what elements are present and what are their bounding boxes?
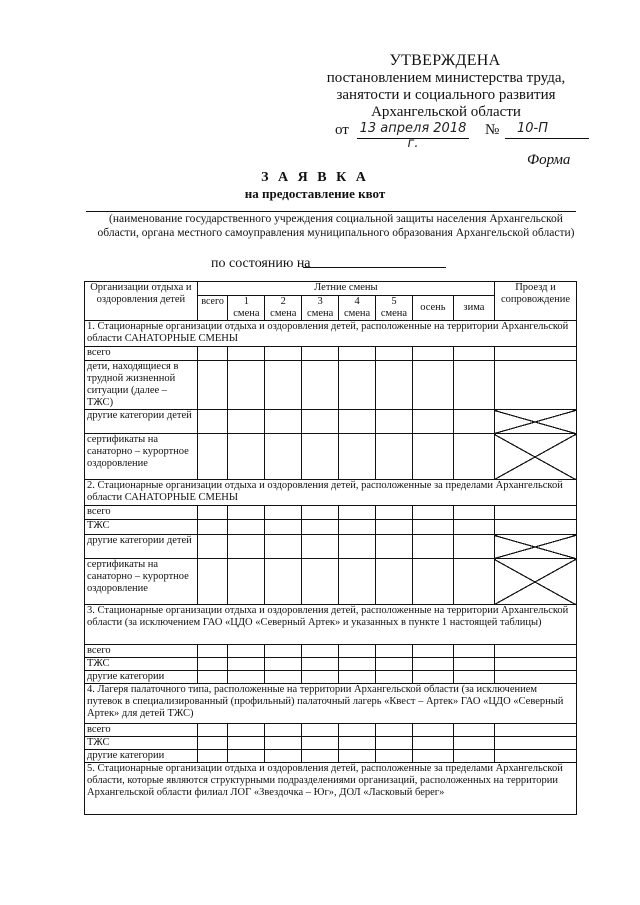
- row-label: всего: [85, 724, 198, 737]
- value-cell[interactable]: [376, 658, 413, 671]
- value-cell[interactable]: [339, 671, 376, 684]
- row-label: ТЖС: [85, 658, 198, 671]
- value-cell[interactable]: [197, 434, 228, 480]
- value-cell[interactable]: [302, 645, 339, 658]
- value-cell[interactable]: [228, 658, 265, 671]
- value-cell[interactable]: [228, 559, 265, 605]
- value-cell[interactable]: [376, 671, 413, 684]
- table-row: [85, 410, 577, 434]
- travel-cell[interactable]: [494, 750, 576, 763]
- value-cell[interactable]: [228, 506, 265, 520]
- value-cell[interactable]: [302, 361, 339, 410]
- value-cell[interactable]: [412, 645, 453, 658]
- table-row: [85, 750, 577, 763]
- document-title: З А Я В К А: [261, 170, 369, 185]
- value-cell[interactable]: [376, 559, 413, 605]
- value-cell[interactable]: [302, 658, 339, 671]
- approval-line-1: постановлением министерства труда,: [326, 70, 566, 86]
- section-title: 3. Стационарные организации отдыха и оздоровления детей, расположенные на территории Архангельской области (за исключением ГАО «ЦДО «Северный Артек» и указанных в пункте 1 настоящей таблицы): [85, 605, 577, 645]
- approval-title: УТВЕРЖДЕНА: [389, 52, 501, 69]
- header-winter: зима: [453, 296, 494, 321]
- value-cell[interactable]: [197, 361, 228, 410]
- table-row: [85, 506, 577, 520]
- value-cell[interactable]: [265, 658, 302, 671]
- row-label: другие категории: [85, 671, 198, 684]
- table-row: [85, 347, 577, 361]
- value-cell[interactable]: [302, 506, 339, 520]
- table-sections: [85, 321, 577, 815]
- value-cell[interactable]: [228, 347, 265, 361]
- value-cell[interactable]: [453, 361, 494, 410]
- row-label: ТЖС: [85, 520, 198, 535]
- value-cell[interactable]: [412, 658, 453, 671]
- value-cell[interactable]: [197, 535, 228, 559]
- travel-cell-crossed: [494, 535, 576, 559]
- value-cell[interactable]: [265, 361, 302, 410]
- travel-cell[interactable]: [494, 506, 576, 520]
- value-cell[interactable]: [412, 347, 453, 361]
- value-cell[interactable]: [197, 724, 228, 737]
- value-cell[interactable]: [302, 410, 339, 434]
- value-cell[interactable]: [265, 347, 302, 361]
- header-summer-shifts: Летние смены: [197, 282, 494, 296]
- value-cell[interactable]: [228, 361, 265, 410]
- value-cell[interactable]: [339, 645, 376, 658]
- table-row: [85, 724, 577, 737]
- value-cell[interactable]: [197, 671, 228, 684]
- row-label: другие категории детей: [85, 535, 198, 559]
- travel-cell[interactable]: [494, 645, 576, 658]
- value-cell[interactable]: [339, 559, 376, 605]
- value-cell[interactable]: [197, 520, 228, 535]
- table-row: [85, 658, 577, 671]
- value-cell[interactable]: [265, 535, 302, 559]
- value-cell[interactable]: [453, 506, 494, 520]
- header-shift-5: 5 смена: [376, 296, 413, 321]
- value-cell[interactable]: [197, 410, 228, 434]
- table-row: [85, 671, 577, 684]
- table-row: [85, 361, 577, 410]
- table-row: [85, 520, 577, 535]
- travel-cell[interactable]: [494, 724, 576, 737]
- value-cell[interactable]: [339, 750, 376, 763]
- value-cell[interactable]: [453, 658, 494, 671]
- row-label: ТЖС: [85, 737, 198, 750]
- value-cell[interactable]: [339, 410, 376, 434]
- value-cell[interactable]: [197, 506, 228, 520]
- value-cell[interactable]: [228, 671, 265, 684]
- value-cell[interactable]: [265, 645, 302, 658]
- value-cell[interactable]: [339, 658, 376, 671]
- row-label: сертификаты на санаторно – курортное оздоровление: [85, 434, 198, 480]
- value-cell[interactable]: [339, 737, 376, 750]
- value-cell[interactable]: [265, 737, 302, 750]
- table-row: [85, 535, 577, 559]
- value-cell[interactable]: [339, 520, 376, 535]
- value-cell[interactable]: [265, 671, 302, 684]
- value-cell[interactable]: [265, 724, 302, 737]
- travel-cell[interactable]: [494, 347, 576, 361]
- value-cell[interactable]: [228, 645, 265, 658]
- section-title: 5. Стационарные организации отдыха и оздоровления детей, расположенные за пределами Архангельской области, которые являются структурными подразделениями организаций, расположенных на территории Архангельской области филиал ЛОГ «Звездочка – Юг», ДОЛ «Ласковый берег»: [85, 763, 577, 815]
- value-cell[interactable]: [453, 671, 494, 684]
- value-cell[interactable]: [228, 410, 265, 434]
- value-cell[interactable]: [376, 361, 413, 410]
- value-cell[interactable]: [228, 520, 265, 535]
- travel-cell-crossed: [494, 434, 576, 480]
- value-cell[interactable]: [197, 347, 228, 361]
- value-cell[interactable]: [302, 434, 339, 480]
- value-cell[interactable]: [412, 410, 453, 434]
- value-cell[interactable]: [302, 559, 339, 605]
- value-cell[interactable]: [412, 737, 453, 750]
- value-cell[interactable]: [265, 506, 302, 520]
- value-cell[interactable]: [412, 535, 453, 559]
- approval-line-2: занятости и социального развития: [336, 87, 556, 103]
- value-cell[interactable]: [376, 520, 413, 535]
- value-cell[interactable]: [412, 506, 453, 520]
- value-cell[interactable]: [265, 434, 302, 480]
- value-cell[interactable]: [453, 645, 494, 658]
- travel-cell-crossed: [494, 559, 576, 605]
- value-cell[interactable]: [339, 434, 376, 480]
- value-cell[interactable]: [339, 361, 376, 410]
- header-autumn: осень: [412, 296, 453, 321]
- value-cell[interactable]: [339, 506, 376, 520]
- row-label: другие категории детей: [85, 410, 198, 434]
- value-cell[interactable]: [228, 535, 265, 559]
- value-cell[interactable]: [376, 724, 413, 737]
- form-label: Форма: [527, 152, 571, 168]
- value-cell[interactable]: [376, 535, 413, 559]
- value-cell[interactable]: [228, 434, 265, 480]
- value-cell[interactable]: [376, 347, 413, 361]
- value-cell[interactable]: [376, 737, 413, 750]
- section-title: 2. Стационарные организации отдыха и оздоровления детей, расположенные за пределами Архангельской области САНАТОРНЫЕ СМЕНЫ: [85, 480, 577, 506]
- value-cell[interactable]: [339, 724, 376, 737]
- value-cell[interactable]: [453, 724, 494, 737]
- handwritten-number: 10-П: [505, 121, 589, 139]
- header-shift-1: 1 смена: [228, 296, 265, 321]
- value-cell[interactable]: [265, 410, 302, 434]
- value-cell[interactable]: [302, 520, 339, 535]
- value-cell[interactable]: [228, 724, 265, 737]
- value-cell[interactable]: [412, 559, 453, 605]
- value-cell[interactable]: [453, 347, 494, 361]
- organization-caption: (наименование государственного учреждения социальной защиты населения Архангельской области, органа местного самоуправления муниципального образования Архангельской области): [97, 213, 575, 239]
- value-cell[interactable]: [302, 724, 339, 737]
- travel-cell[interactable]: [494, 520, 576, 535]
- travel-cell[interactable]: [494, 658, 576, 671]
- value-cell[interactable]: [376, 434, 413, 480]
- row-label: всего: [85, 645, 198, 658]
- value-cell[interactable]: [197, 737, 228, 750]
- table-row: [85, 559, 577, 605]
- value-cell[interactable]: [453, 520, 494, 535]
- value-cell[interactable]: [453, 434, 494, 480]
- value-cell[interactable]: [376, 506, 413, 520]
- header-travel: Проезд и сопровождение: [494, 282, 576, 321]
- header-shift-3: 3 смена: [302, 296, 339, 321]
- row-label: сертификаты на санаторно – курортное оздоровление: [85, 559, 198, 605]
- table-row: [85, 434, 577, 480]
- value-cell[interactable]: [302, 737, 339, 750]
- number-label: №: [485, 122, 500, 138]
- table-row: [85, 737, 577, 750]
- document-subtitle: на предоставление квот: [244, 186, 386, 201]
- approval-line-3: Архангельской области: [371, 104, 521, 120]
- value-cell[interactable]: [412, 434, 453, 480]
- value-cell[interactable]: [376, 645, 413, 658]
- value-cell[interactable]: [412, 671, 453, 684]
- as-of-date-line: [303, 267, 446, 268]
- section-title: 4. Лагеря палаточного типа, расположенные на территории Архангельской области (за исключением путевок в специализированный (профильный) палаточный лагерь «Квест – Артек» ГАО «ЦДО «Северный Артек» для детей ТЖС): [85, 684, 577, 724]
- travel-cell[interactable]: [494, 737, 576, 750]
- value-cell[interactable]: [302, 671, 339, 684]
- header-shift-4: 4 смена: [339, 296, 376, 321]
- as-of-label: по состоянию на: [211, 256, 311, 271]
- value-cell[interactable]: [339, 347, 376, 361]
- value-cell[interactable]: [376, 410, 413, 434]
- value-cell[interactable]: [412, 724, 453, 737]
- quota-table: [84, 281, 577, 815]
- travel-cell-crossed: [494, 410, 576, 434]
- approval-signature-row: [335, 121, 580, 151]
- value-cell[interactable]: [453, 559, 494, 605]
- value-cell[interactable]: [265, 750, 302, 763]
- value-cell[interactable]: [453, 750, 494, 763]
- value-cell[interactable]: [265, 559, 302, 605]
- from-label: от: [335, 122, 349, 138]
- header-total: всего: [197, 296, 228, 321]
- value-cell[interactable]: [453, 737, 494, 750]
- travel-cell[interactable]: [494, 671, 576, 684]
- value-cell[interactable]: [412, 750, 453, 763]
- row-label: всего: [85, 347, 198, 361]
- handwritten-date: 13 апреля 2018 г.: [357, 121, 469, 139]
- value-cell[interactable]: [412, 361, 453, 410]
- value-cell[interactable]: [265, 520, 302, 535]
- travel-cell[interactable]: [494, 361, 576, 410]
- value-cell[interactable]: [302, 535, 339, 559]
- row-label: другие категории: [85, 750, 198, 763]
- value-cell[interactable]: [228, 750, 265, 763]
- value-cell[interactable]: [302, 750, 339, 763]
- value-cell[interactable]: [197, 645, 228, 658]
- value-cell[interactable]: [302, 347, 339, 361]
- row-label: всего: [85, 506, 198, 520]
- row-label: дети, находящиеся в трудной жизненной ситуации (далее – ТЖС): [85, 361, 198, 410]
- value-cell[interactable]: [197, 559, 228, 605]
- value-cell[interactable]: [339, 535, 376, 559]
- value-cell[interactable]: [453, 410, 494, 434]
- value-cell[interactable]: [228, 737, 265, 750]
- header-organizations: Организации отдыха и оздоровления детей: [85, 282, 198, 321]
- value-cell[interactable]: [197, 658, 228, 671]
- table-row: [85, 645, 577, 658]
- section-title: 1. Стационарные организации отдыха и оздоровления детей, расположенные на территории Архангельской области САНАТОРНЫЕ СМЕНЫ: [85, 321, 577, 347]
- header-shift-2: 2 смена: [265, 296, 302, 321]
- value-cell[interactable]: [376, 750, 413, 763]
- value-cell[interactable]: [197, 750, 228, 763]
- value-cell[interactable]: [412, 520, 453, 535]
- value-cell[interactable]: [453, 535, 494, 559]
